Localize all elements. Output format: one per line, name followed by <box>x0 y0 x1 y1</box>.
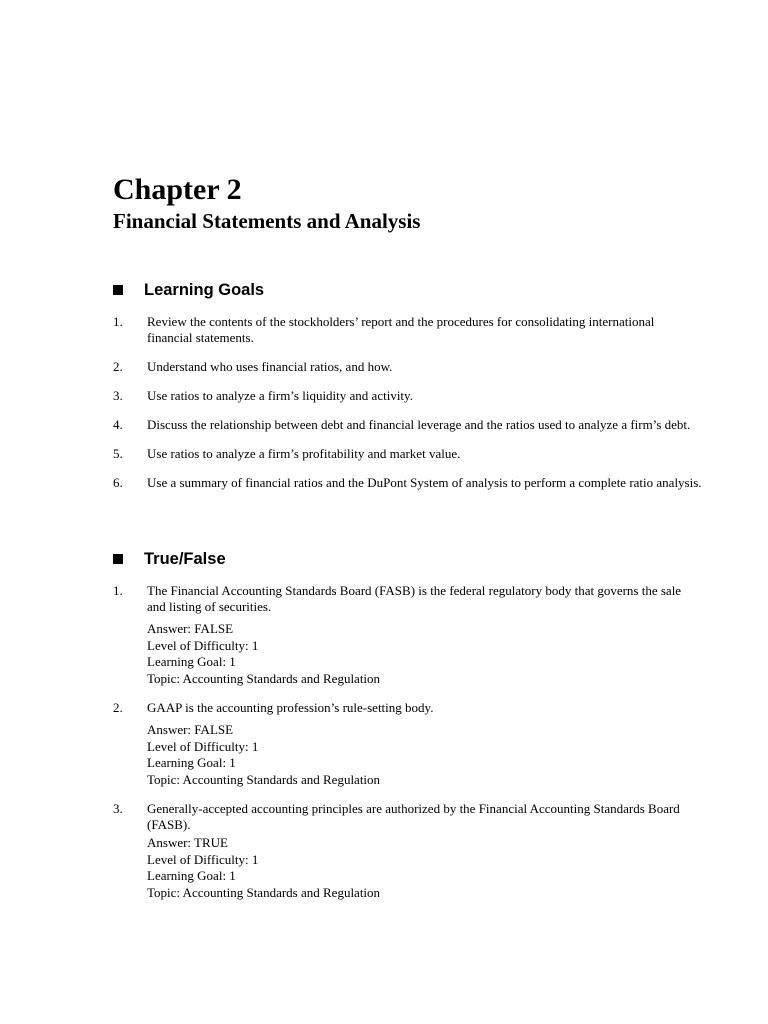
list-item <box>113 388 703 404</box>
item-number: 2. <box>113 359 123 374</box>
list-item <box>113 314 703 346</box>
question-number: 3. <box>113 801 123 816</box>
learning-goal: Learning Goal: 1 <box>147 868 236 883</box>
question-meta <box>147 722 703 788</box>
item-text: Review the contents of the stockholders’ report and the procedures for consolidating international financial statements. <box>147 314 655 345</box>
topic: Topic: Accounting Standards and Regulation <box>147 771 381 787</box>
question-number: 1. <box>113 583 123 598</box>
true-false-heading <box>113 548 226 570</box>
question-item <box>113 583 703 687</box>
learning-goals-heading <box>113 279 264 301</box>
square-bullet-icon <box>113 285 123 295</box>
item-text: Use ratios to analyze a firm’s profitability and market value. <box>147 446 461 461</box>
answer: Answer: FALSE <box>147 722 234 737</box>
item-number: 3. <box>113 388 123 403</box>
item-text: Use a summary of financial ratios and the DuPont System of analysis to perform a complete ratio analysis. <box>147 475 702 490</box>
question-item <box>113 801 703 901</box>
learning-goals-heading-text: Learning Goals <box>144 281 265 299</box>
chapter-title: Chapter 2 <box>113 173 242 206</box>
question-text: The Financial Accounting Standards Board (FASB) is the federal regulatory body that governs the sale and listing of securities. <box>147 583 682 614</box>
topic: Topic: Accounting Standards and Regulation <box>147 884 381 900</box>
question-meta <box>147 621 703 687</box>
item-number: 1. <box>113 314 123 329</box>
difficulty: Level of Difficulty: 1 <box>147 738 259 754</box>
answer: Answer: FALSE <box>147 621 234 636</box>
learning-goals-list <box>113 314 703 491</box>
question-text: GAAP is the accounting profession’s rule-setting body. <box>147 700 434 715</box>
item-text: Discuss the relationship between debt and financial leverage and the ratios used to analyze a firm’s debt. <box>147 417 691 432</box>
true-false-list <box>113 583 703 901</box>
question-meta <box>147 835 703 901</box>
true-false-heading-text: True/False <box>144 550 226 568</box>
learning-goal: Learning Goal: 1 <box>147 755 236 770</box>
list-item <box>113 359 703 375</box>
question-number: 2. <box>113 700 123 715</box>
difficulty: Level of Difficulty: 1 <box>147 851 259 867</box>
list-item <box>113 446 703 462</box>
topic: Topic: Accounting Standards and Regulation <box>147 670 381 686</box>
list-item <box>113 475 703 491</box>
item-text: Understand who uses financial ratios, and how. <box>147 359 393 374</box>
chapter-subtitle: Financial Statements and Analysis <box>113 209 421 233</box>
learning-goal: Learning Goal: 1 <box>147 654 236 669</box>
difficulty: Level of Difficulty: 1 <box>147 637 259 653</box>
question-text: Generally-accepted accounting principles are authorized by the Financial Accounting Standards Board (FASB). <box>147 801 680 832</box>
list-item <box>113 417 703 433</box>
item-number: 4. <box>113 417 123 432</box>
item-number: 6. <box>113 475 123 490</box>
question-item <box>113 700 703 788</box>
answer: Answer: TRUE <box>147 835 229 850</box>
square-bullet-icon <box>113 554 123 564</box>
item-text: Use ratios to analyze a firm’s liquidity and activity. <box>147 388 413 403</box>
item-number: 5. <box>113 446 123 461</box>
